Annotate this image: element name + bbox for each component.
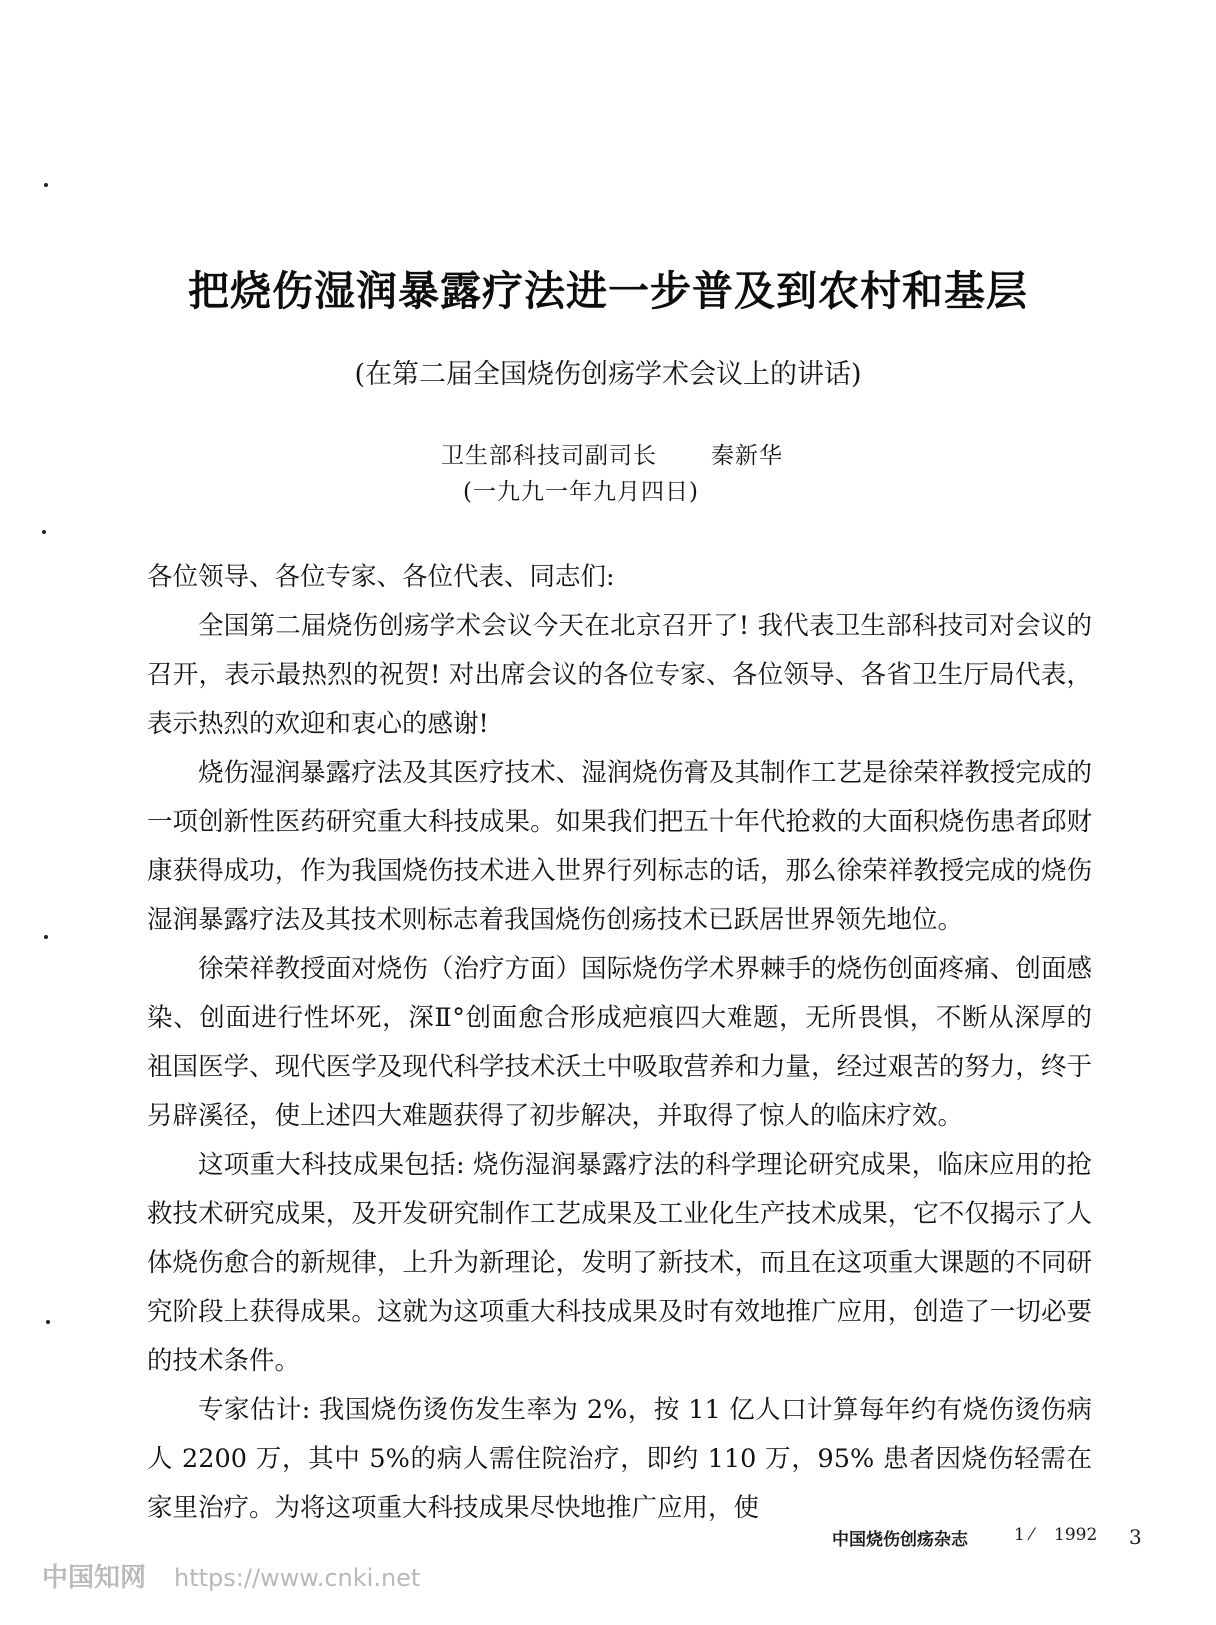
author-title: 卫生部科技司副司长 [441, 443, 657, 469]
body-paragraph: 烧伤湿润暴露疗法及其医疗技术、湿润烧伤膏及其制作工艺是徐荣祥教授完成的一项创新性医药研究重大科技成果。如果我们把五十年代抢救的大面积烧伤患者邱财康获得成功，作为我国烧伤技术进入世界行列标志的话，那么徐荣祥教授完成的烧伤湿润暴露疗法及其技术则标志着我国烧伤创疡技术已跃居世界领先地位。 [147, 758, 1092, 935]
salutation: 各位领导、各位专家、各位代表、同志们: [147, 562, 615, 592]
scan-speck [44, 183, 48, 187]
watermark-brand: 中国知网 [42, 1563, 147, 1593]
article-body [147, 553, 1092, 1533]
scan-speck [46, 1320, 50, 1324]
author-name: 秦新华 [711, 443, 783, 469]
footer-year: 1992 [1054, 1525, 1098, 1545]
footer-issue: 1 ⁄ [1014, 1525, 1034, 1545]
body-paragraph: 这项重大科技成果包括: 烧伤湿润暴露疗法的科学理论研究成果，临床应用的抢救技术研究成果，及开发研究制作工艺成果及工业化生产技术成果，它不仅揭示了人体烧伤愈合的新规律，上升为新理论，发明了新技术，而且在这项重大课题的不同研究阶段上获得成果。这就为这项重大科技成果及时有效地推广应用，创造了一切必要的技术条件。 [147, 1150, 1092, 1376]
footer-journal-name: 中国烧伤创疡杂志 [832, 1530, 968, 1550]
article-subtitle: (在第二届全国烧伤创疡学术会议上的讲话) [354, 359, 862, 390]
watermark-url: https://www.cnki.net [174, 1564, 421, 1592]
author-line [441, 437, 783, 470]
body-paragraph: 徐荣祥教授面对烧伤（治疗方面）国际烧伤学术界棘手的烧伤创面疼痛、创面感染、创面进行性坏死，深Ⅱ°创面愈合形成疤痕四大难题，无所畏惧，不断从深厚的祖国医学、现代医学及现代科学技术沃土中吸取营养和力量，经过艰苦的努力，终于另辟溪径，使上述四大难题获得了初步解决，并取得了惊人的临床疗效。 [147, 954, 1092, 1131]
cnki-watermark [42, 1557, 420, 1594]
body-paragraph: 专家估计: 我国烧伤烫伤发生率为 2%，按 11 亿人口计算每年约有烧伤烫伤病人 2200 万，其中 5%的病人需住院治疗，即约 110 万，95% 患者因烧伤轻需在家里治疗。为将这项重大科技成果尽快地推广应用，使 [147, 1395, 1092, 1523]
speech-date: (一九九一年九月四日) [463, 479, 699, 505]
scan-speck [42, 530, 46, 534]
body-paragraph: 全国第二届烧伤创疡学术会议今天在北京召开了! 我代表卫生部科技司对会议的召开，表示最热烈的祝贺! 对出席会议的各位专家、各位领导、各省卫生厅局代表，表示热烈的欢迎和衷心的感谢! [147, 611, 1092, 739]
scan-speck [44, 935, 48, 939]
page-number: 3 [1129, 1525, 1142, 1549]
article-title: 把烧伤湿润暴露疗法进一步普及到农村和基层 [188, 267, 1028, 315]
